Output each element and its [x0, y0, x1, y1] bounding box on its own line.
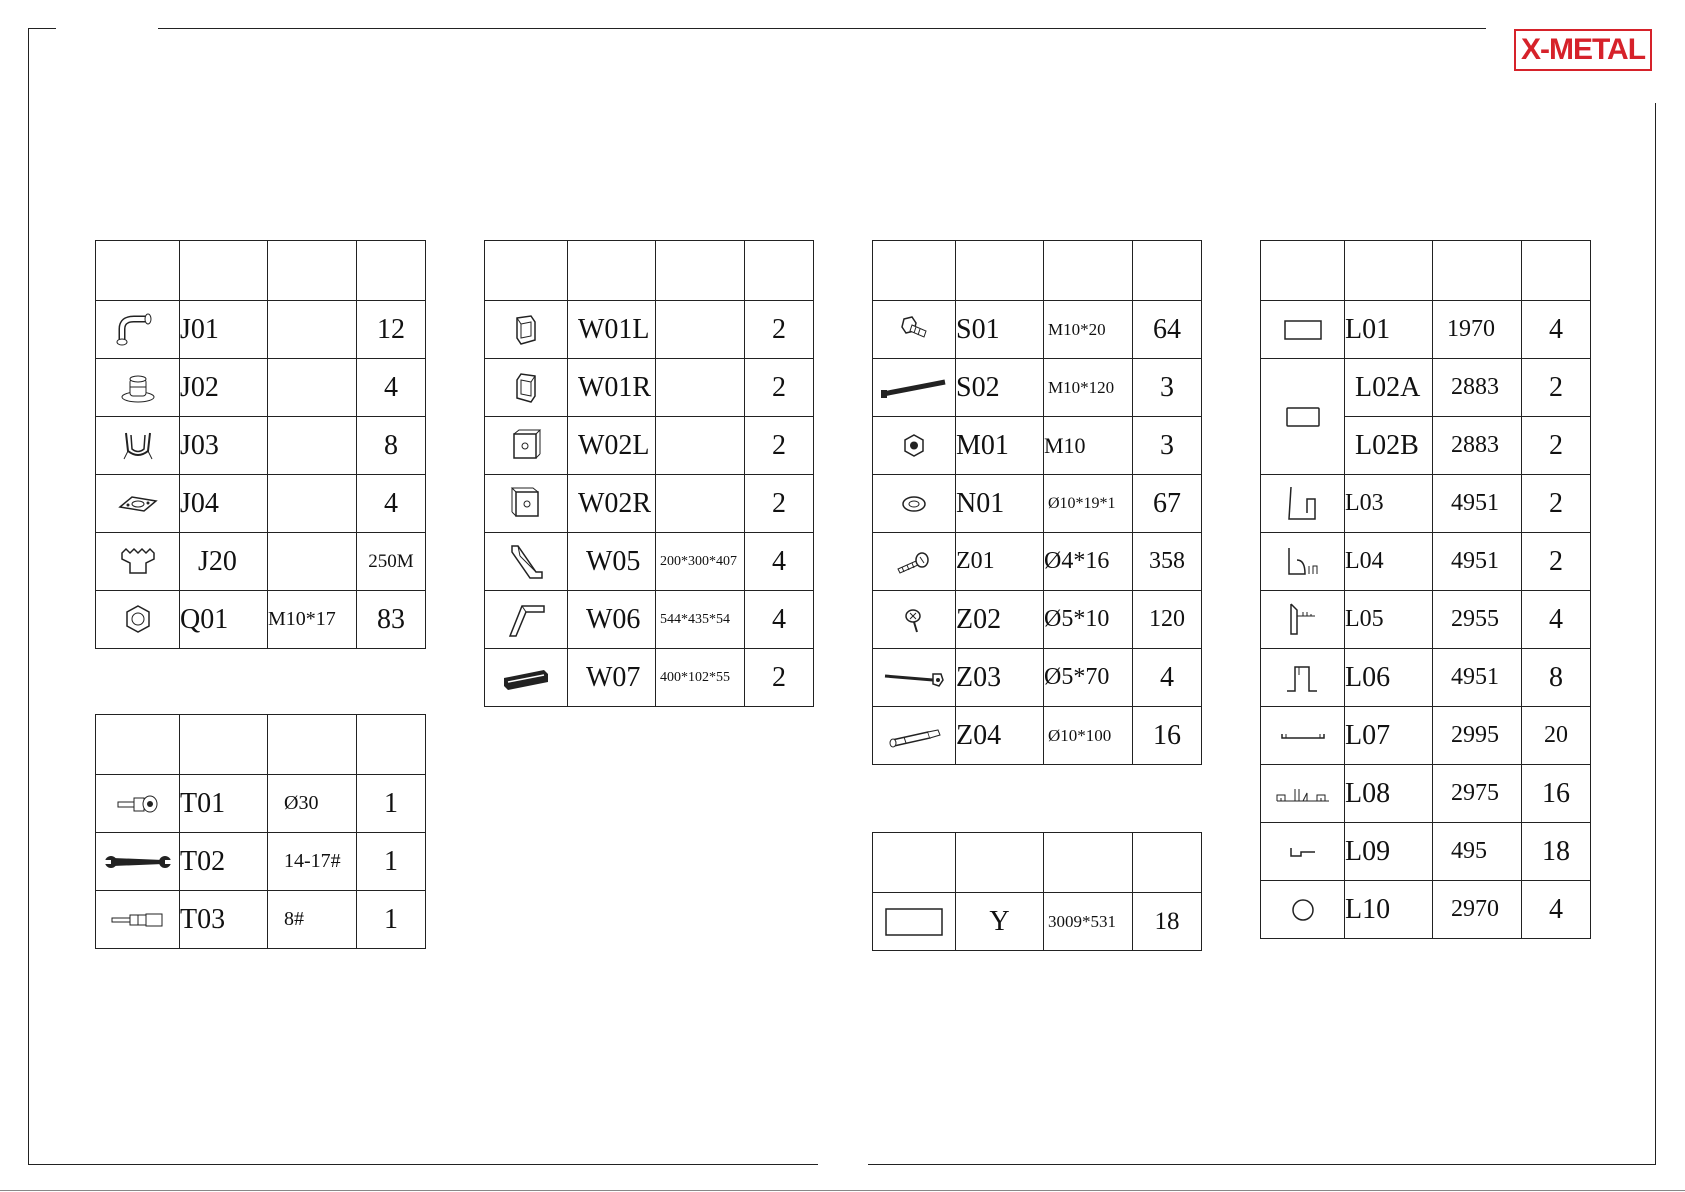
part-code: W01R — [568, 359, 656, 417]
part-spec — [268, 417, 357, 475]
header-cell — [956, 241, 1044, 301]
table-row — [485, 475, 814, 533]
parts-table-w — [484, 240, 814, 707]
part-code: L05 — [1345, 591, 1433, 649]
part-spec — [656, 475, 745, 533]
part-spec — [268, 359, 357, 417]
washer-icon — [897, 491, 931, 517]
header-cell — [1044, 833, 1133, 893]
part-spec: 4951 — [1433, 649, 1522, 707]
part-spec: M10*120 — [1044, 359, 1133, 417]
header-cell — [568, 241, 656, 301]
table-header — [485, 241, 814, 301]
frame-right-line — [1655, 103, 1656, 1164]
part-code: L10 — [1345, 881, 1433, 939]
channel-bar-icon — [500, 664, 552, 692]
part-qty: 12 — [357, 301, 426, 359]
flat-strip-icon — [1278, 726, 1328, 746]
table-row — [873, 301, 1202, 359]
part-qty: 64 — [1133, 301, 1202, 359]
part-qty: 67 — [1133, 475, 1202, 533]
table-row — [873, 893, 1202, 951]
part-qty: 8 — [357, 417, 426, 475]
part-code: L01 — [1345, 301, 1433, 359]
part-spec — [268, 533, 357, 591]
panel-sheet-icon — [884, 907, 944, 937]
header-cell — [1261, 241, 1345, 301]
header-cell — [873, 833, 956, 893]
part-spec: 4951 — [1433, 475, 1522, 533]
header-cell — [268, 241, 357, 301]
part-qty: 4 — [1522, 881, 1591, 939]
part-code: Z03 — [956, 649, 1044, 707]
table-row — [1261, 649, 1591, 707]
part-code: L08 — [1345, 765, 1433, 823]
part-code: L07 — [1345, 707, 1433, 765]
table-row — [96, 417, 426, 475]
table-row — [96, 833, 426, 891]
part-spec: 200*300*407 — [656, 533, 745, 591]
u-clip-icon — [116, 429, 160, 463]
part-code: W05 — [568, 533, 656, 591]
part-code: L03 — [1345, 475, 1433, 533]
part-qty: 4 — [357, 475, 426, 533]
table-row — [873, 649, 1202, 707]
small-clip-profile-icon — [1283, 842, 1323, 862]
part-spec: Ø30 — [268, 775, 357, 833]
table-row — [96, 533, 426, 591]
table-row — [1261, 881, 1591, 939]
gutter-profile-icon — [1283, 485, 1323, 523]
part-qty: 250M — [357, 533, 426, 591]
part-code: W02R — [568, 475, 656, 533]
part-spec: Ø5*70 — [1044, 649, 1133, 707]
part-qty: 3 — [1133, 417, 1202, 475]
table-row — [1261, 533, 1591, 591]
frame-left-line — [28, 28, 29, 1164]
round-rod-icon — [1288, 895, 1318, 925]
table-row — [96, 359, 426, 417]
table-row — [485, 533, 814, 591]
part-spec: Ø10*19*1 — [1044, 475, 1133, 533]
part-code: J04 — [180, 475, 268, 533]
part-spec: 4951 — [1433, 533, 1522, 591]
part-spec: 1970 — [1433, 301, 1522, 359]
part-code: Z04 — [956, 707, 1044, 765]
part-qty: 2 — [745, 359, 814, 417]
header-cell — [956, 833, 1044, 893]
header-cell — [1133, 833, 1202, 893]
table-row — [485, 591, 814, 649]
table-row — [485, 301, 814, 359]
part-code: Y — [956, 893, 1044, 951]
part-code: L02A — [1345, 359, 1433, 417]
part-spec — [656, 359, 745, 417]
part-spec — [656, 417, 745, 475]
part-code: S01 — [956, 301, 1044, 359]
part-code: J20 — [180, 533, 268, 591]
part-spec: Ø5*10 — [1044, 591, 1133, 649]
corner-bracket-left-icon — [509, 312, 543, 348]
table-row — [1261, 765, 1591, 823]
table-header — [96, 715, 426, 775]
table-header — [873, 241, 1202, 301]
table-row — [873, 533, 1202, 591]
base-plate-icon — [116, 487, 160, 521]
part-spec: 2970 — [1433, 881, 1522, 939]
corner-bracket-right-icon — [509, 370, 543, 406]
table-row — [96, 775, 426, 833]
part-spec: M10 — [1044, 417, 1133, 475]
seal-strip-icon — [116, 545, 160, 579]
part-qty: 4 — [745, 533, 814, 591]
wrench-icon — [103, 850, 173, 874]
box-bracket-left-icon — [509, 428, 543, 464]
table-header — [96, 241, 426, 301]
table-row — [485, 359, 814, 417]
part-spec: 2995 — [1433, 707, 1522, 765]
parts-table-j — [95, 240, 426, 649]
part-spec: M10*17 — [268, 591, 357, 649]
table-row — [1261, 301, 1591, 359]
part-qty: 1 — [357, 833, 426, 891]
curved-gutter-icon — [1281, 544, 1325, 580]
part-spec: 14-17# — [268, 833, 357, 891]
part-qty: 18 — [1522, 823, 1591, 881]
nut-icon — [899, 431, 929, 461]
part-spec: Ø10*100 — [1044, 707, 1133, 765]
parts-table-s — [872, 240, 1202, 765]
part-code: N01 — [956, 475, 1044, 533]
part-code: W06 — [568, 591, 656, 649]
part-code: T03 — [180, 891, 268, 949]
part-code: T01 — [180, 775, 268, 833]
part-code: J02 — [180, 359, 268, 417]
header-cell — [1345, 241, 1433, 301]
frame-bottom-left-line — [28, 1164, 818, 1165]
table-row — [96, 475, 426, 533]
table-header — [873, 833, 1202, 893]
header-cell — [1133, 241, 1202, 301]
table-row — [873, 591, 1202, 649]
table-row — [1261, 475, 1591, 533]
box-bracket-right-icon — [509, 486, 543, 522]
part-qty: 83 — [357, 591, 426, 649]
part-code: S02 — [956, 359, 1044, 417]
parts-table-l — [1260, 240, 1591, 939]
long-screw-icon — [881, 666, 947, 690]
table-row — [873, 475, 1202, 533]
table-row — [1261, 823, 1591, 881]
part-spec: 2883 — [1433, 417, 1522, 475]
elbow-joint-icon — [116, 313, 160, 347]
pan-head-screw-icon — [899, 605, 929, 635]
header-cell — [1522, 241, 1591, 301]
part-qty: 2 — [745, 475, 814, 533]
frame-top-line — [158, 28, 1486, 29]
part-spec: 2975 — [1433, 765, 1522, 823]
table-row — [96, 891, 426, 949]
part-qty: 2 — [1522, 475, 1591, 533]
table-row — [1261, 591, 1591, 649]
header-cell — [873, 241, 956, 301]
header-cell — [1433, 241, 1522, 301]
header-cell — [268, 715, 357, 775]
part-code: L02B — [1345, 417, 1433, 475]
part-qty: 2 — [745, 649, 814, 707]
parts-table-t — [95, 714, 426, 949]
header-cell — [96, 241, 180, 301]
part-spec: Ø4*16 — [1044, 533, 1133, 591]
part-code: W01L — [568, 301, 656, 359]
hex-bolt-icon — [894, 313, 934, 347]
part-qty: 2 — [1522, 533, 1591, 591]
table-row — [96, 301, 426, 359]
part-code: T02 — [180, 833, 268, 891]
header-cell — [357, 715, 426, 775]
header-cell — [745, 241, 814, 301]
part-spec: 8# — [268, 891, 357, 949]
part-qty: 2 — [1522, 417, 1591, 475]
part-spec — [656, 301, 745, 359]
part-spec — [268, 301, 357, 359]
part-code: W07 — [568, 649, 656, 707]
diagonal-brace-icon — [504, 600, 548, 640]
header-cell — [1044, 241, 1133, 301]
part-spec: M10*20 — [1044, 301, 1133, 359]
brand-logo: X-METAL — [1514, 29, 1652, 71]
part-spec: 495 — [1433, 823, 1522, 881]
part-code: Z02 — [956, 591, 1044, 649]
part-qty: 4 — [1133, 649, 1202, 707]
table-row — [873, 359, 1202, 417]
part-qty: 120 — [1133, 591, 1202, 649]
part-qty: 16 — [1522, 765, 1591, 823]
table-row — [873, 707, 1202, 765]
hat-profile-icon — [1281, 661, 1325, 695]
edge-profile-icon — [1281, 602, 1325, 638]
header-cell — [485, 241, 568, 301]
part-spec: 3009*531 — [1044, 893, 1133, 951]
table-row — [485, 649, 814, 707]
part-qty: 20 — [1522, 707, 1591, 765]
frame-bottom-right-line — [868, 1164, 1656, 1165]
part-code: Q01 — [180, 591, 268, 649]
table-header — [1261, 241, 1591, 301]
part-code: J03 — [180, 417, 268, 475]
part-code: L09 — [1345, 823, 1433, 881]
part-spec: 2955 — [1433, 591, 1522, 649]
part-qty: 3 — [1133, 359, 1202, 417]
part-code: J01 — [180, 301, 268, 359]
hex-nut-icon — [116, 603, 160, 637]
part-qty: 2 — [1522, 359, 1591, 417]
part-qty: 1 — [357, 891, 426, 949]
nut-driver-icon — [108, 908, 168, 932]
header-cell — [656, 241, 745, 301]
part-qty: 4 — [357, 359, 426, 417]
part-spec — [268, 475, 357, 533]
part-code: W02L — [568, 417, 656, 475]
parts-table-y — [872, 832, 1202, 951]
part-qty: 4 — [1522, 301, 1591, 359]
part-qty: 8 — [1522, 649, 1591, 707]
part-qty: 2 — [745, 301, 814, 359]
part-spec: 544*435*54 — [656, 591, 745, 649]
part-code: Z01 — [956, 533, 1044, 591]
table-row — [485, 417, 814, 475]
header-cell — [96, 715, 180, 775]
part-code: L04 — [1345, 533, 1433, 591]
expansion-bolt-icon — [884, 722, 944, 750]
table-row — [96, 591, 426, 649]
part-code: L06 — [1345, 649, 1433, 707]
part-qty: 4 — [1522, 591, 1591, 649]
part-qty: 2 — [745, 417, 814, 475]
joint-strip-icon — [1273, 783, 1333, 805]
rect-tube-icon — [1281, 404, 1325, 430]
part-code: M01 — [956, 417, 1044, 475]
self-drilling-screw-icon — [892, 547, 936, 577]
part-qty: 4 — [745, 591, 814, 649]
table-row — [1261, 359, 1591, 417]
table-row — [1261, 707, 1591, 765]
part-spec: 400*102*55 — [656, 649, 745, 707]
table-row — [873, 417, 1202, 475]
part-qty: 16 — [1133, 707, 1202, 765]
header-cell — [180, 715, 268, 775]
frame-bottom-edge — [0, 1190, 1685, 1191]
header-cell — [357, 241, 426, 301]
frame-top-left-short — [28, 28, 56, 29]
angle-brace-icon — [506, 542, 546, 582]
part-qty: 1 — [357, 775, 426, 833]
part-qty: 18 — [1133, 893, 1202, 951]
socket-bit-icon — [114, 789, 162, 819]
long-bolt-icon — [879, 376, 949, 400]
part-qty: 358 — [1133, 533, 1202, 591]
part-spec: 2883 — [1433, 359, 1522, 417]
header-cell — [180, 241, 268, 301]
flange-joint-icon — [116, 371, 160, 405]
rect-tube-icon — [1281, 317, 1325, 343]
